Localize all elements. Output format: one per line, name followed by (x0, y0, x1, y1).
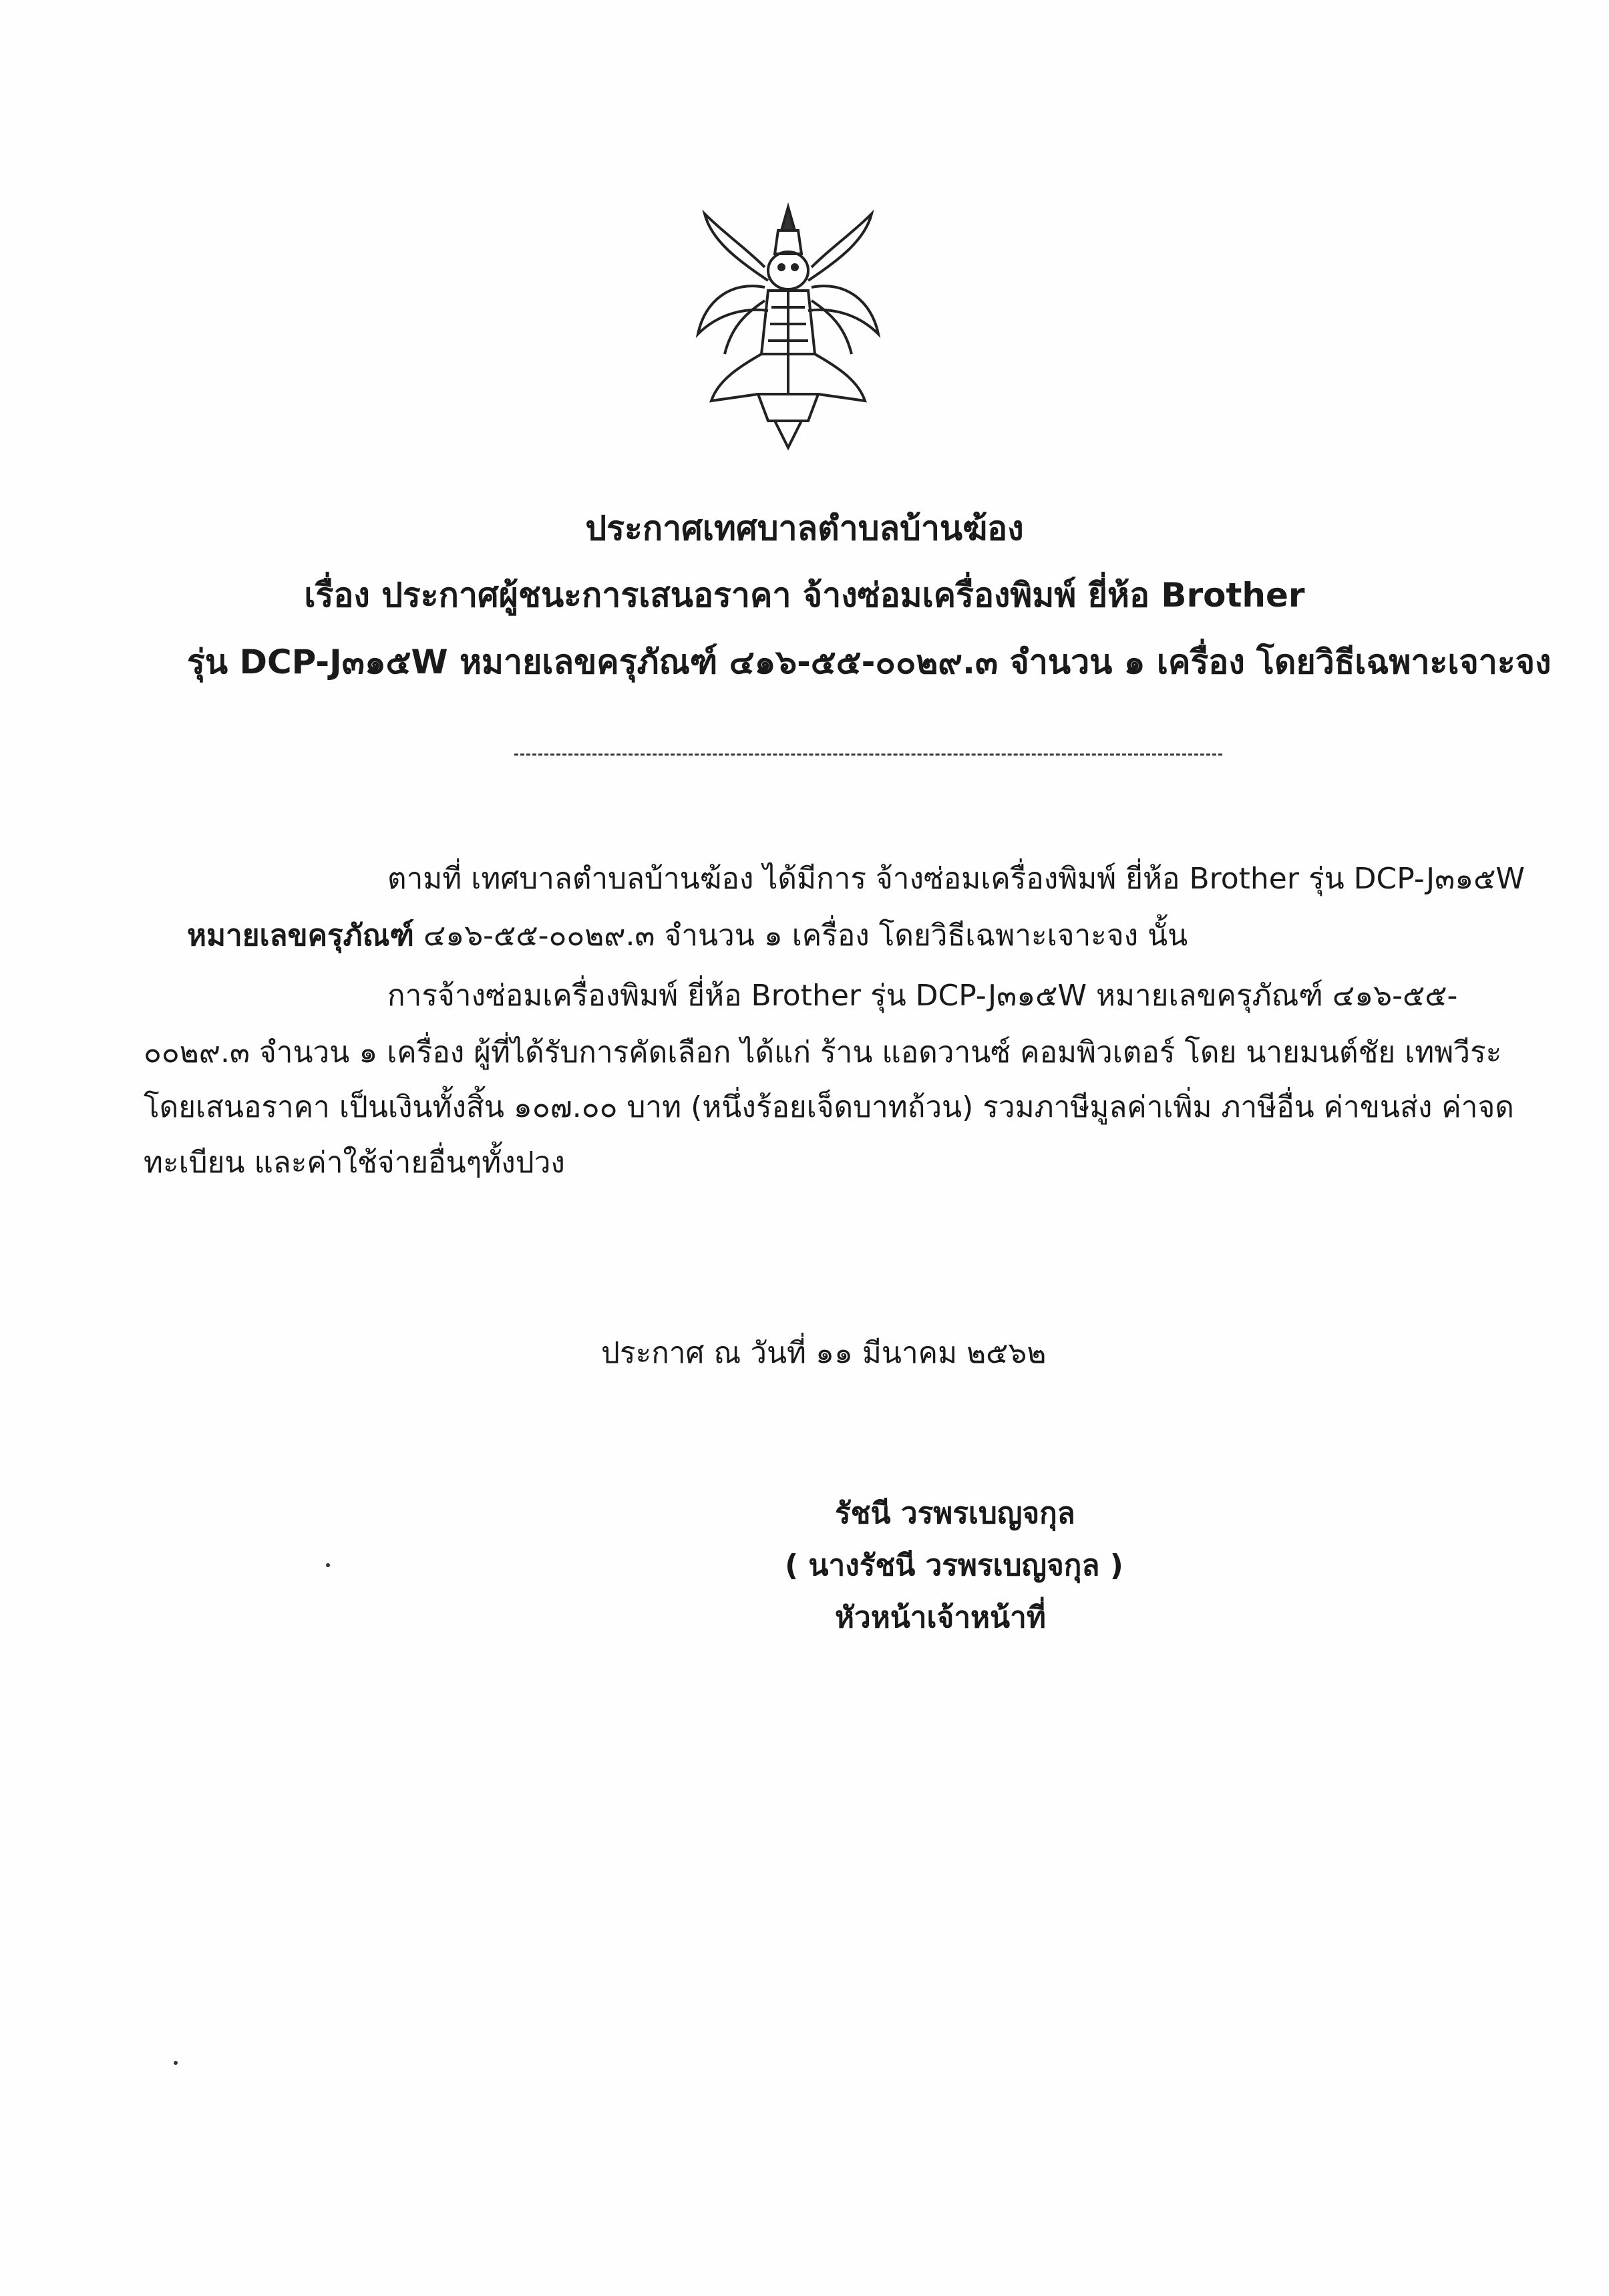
paragraph1-line1: ตามที่ เทศบาลตำบลบ้านฆ้อง ได้มีการ จ้างซ่อมเครื่องพิมพ์ ยี่ห้อ Brother รุ่น DCP-J๓๑๕W (387, 862, 1525, 896)
signature-full-name: ( นางรัชนี วรพรเบญจกุล ) (785, 1548, 1123, 1583)
asset-number-label: หมายเลขครุภัณฑ์ (187, 919, 414, 953)
announcement-title: ประกาศเทศบาลตำบลบ้านฆ้อง (585, 509, 1024, 548)
scan-speck (326, 1563, 330, 1567)
garuda-emblem-icon (685, 200, 892, 454)
paragraph2-line3: โดยเสนอราคา เป็นเงินทั้งสิ้น ๑๐๗.๐๐ บาท (หนึ่งร้อยเจ็ดบาทถ้วน) รวมภาษีมูลค่าเพิ่ม ภาษีอื่น ค่าขนส่ง ค่าจด (144, 1090, 1514, 1124)
scan-speck (174, 2061, 178, 2065)
paragraph1-line2 (187, 912, 1188, 959)
paragraph2-line2: ๐๐๒๙.๓ จำนวน ๑ เครื่อง ผู้ที่ได้รับการคัดเลือก ได้แก่ ร้าน แอดวานซ์ คอมพิวเตอร์ โดย นายมนต์ชัย เทพวีระ (144, 1035, 1502, 1070)
signature-name: รัชนี วรพรเบญจกุล (835, 1496, 1075, 1530)
announcement-subject: เรื่อง ประกาศผู้ชนะการเสนอราคา จ้างซ่อมเครื่องพิมพ์ ยี่ห้อ Brother (304, 576, 1305, 615)
paragraph1-line2-text: ๔๑๖-๕๕-๐๐๒๙.๓ จำนวน ๑ เครื่อง โดยวิธีเฉพาะเจาะจง นั้น (414, 919, 1188, 953)
announcement-date: ประกาศ ณ วันที่ ๑๑ มีนาคม ๒๕๖๒ (601, 1336, 1047, 1370)
paragraph2-line1: การจ้างซ่อมเครื่องพิมพ์ ยี่ห้อ Brother รุ่น DCP-J๓๑๕W หมายเลขครุภัณฑ์ ๔๑๖-๕๕- (387, 979, 1458, 1013)
announcement-subject-line2: รุ่น DCP-J๓๑๕W หมายเลขครุภัณฑ์ ๔๑๖-๕๕-๐๐๒๙.๓ จำนวน ๑ เครื่อง โดยวิธีเฉพาะเจาะจง (187, 643, 1552, 681)
paragraph2-line4: ทะเบียน และค่าใช้จ่ายอื่นๆทั้งปวง (144, 1146, 565, 1180)
signature-position: หัวหน้าเจ้าหน้าที่ (835, 1601, 1046, 1635)
dashed-divider (514, 754, 1222, 756)
